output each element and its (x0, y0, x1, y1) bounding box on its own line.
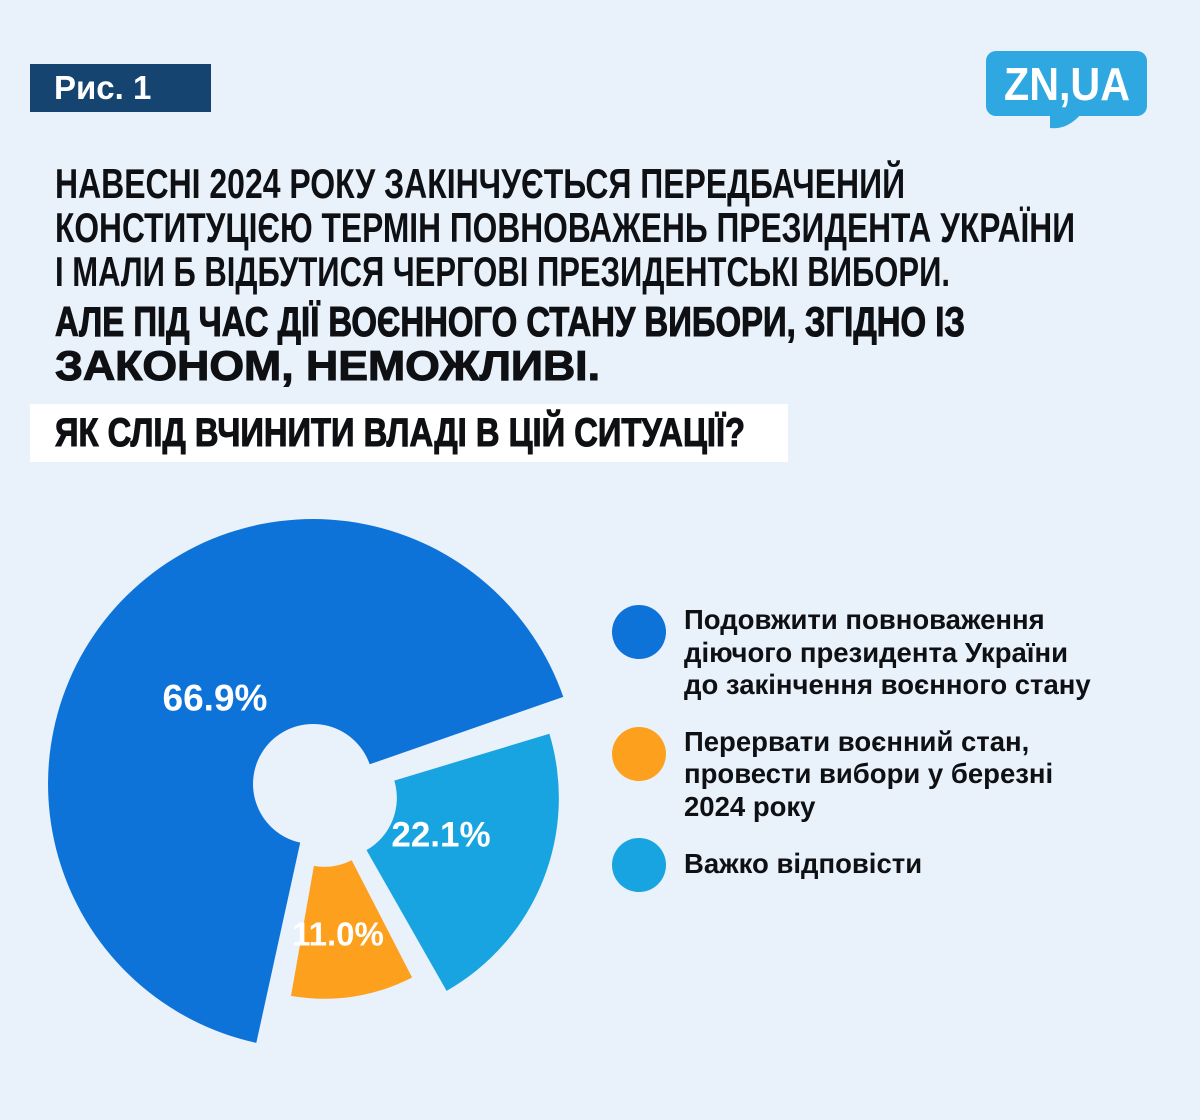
legend-label-line: Важко відповісти (684, 848, 923, 880)
pie-slice-value-label: 66.9% (162, 677, 268, 719)
figure-badge-label: Рис. 1 (54, 69, 152, 106)
intro-line-text: І МАЛИ Б ВІДБУТИСЯ ЧЕРГОВІ ПРЕЗИДЕНТСЬКІ ВИБОРИ. (55, 248, 950, 295)
legend-item (612, 837, 1182, 892)
intro-line-text: ЗАКОНОМ, НЕМОЖЛИВІ. (55, 342, 600, 389)
legend-label-line: до закінчення воєнного стану (684, 669, 1091, 700)
intro-line-text: КОНСТИТУЦІЄЮ ТЕРМІН ПОВНОВАЖЕНЬ ПРЕЗИДЕНТА УКРАЇНИ (55, 204, 1076, 251)
question-text: ЯК СЛІД ВЧИНИТИ ВЛАДІ В ЦІЙ СИТУАЦІЇ? (55, 411, 745, 455)
legend-label-line: Перервати воєнний стан, (684, 725, 1030, 757)
legend-item (612, 726, 1182, 824)
legend-label-line: провести вибори у березні (684, 758, 1054, 789)
pie-slice-value-label: 22.1% (391, 815, 491, 855)
legend-swatch-circle (612, 605, 666, 659)
legend-label-line: 2024 року (684, 790, 816, 822)
legend-label (684, 726, 1053, 824)
legend-label (684, 848, 922, 881)
legend-label-line: Подовжити повноваження (684, 604, 1045, 635)
intro-line-text: АЛЕ ПІД ЧАС ДІЇ ВОЄННОГО СТАНУ ВИБОРИ, ЗГІДНО ІЗ (55, 298, 965, 345)
logo-text: ZN,UA (1004, 58, 1130, 110)
legend-label-line: діючого президента України (684, 636, 1069, 668)
pie-slice-value-label: 11.0% (292, 915, 384, 953)
chart-legend (612, 604, 1182, 916)
legend-swatch-circle (612, 727, 666, 781)
legend-swatch-circle (612, 838, 666, 892)
legend-label (684, 604, 1091, 702)
legend-item (612, 604, 1182, 702)
intro-line-text: НАВЕСНІ 2024 РОКУ ЗАКІНЧУЄТЬСЯ ПЕРЕДБАЧЕНИЙ (55, 160, 906, 207)
